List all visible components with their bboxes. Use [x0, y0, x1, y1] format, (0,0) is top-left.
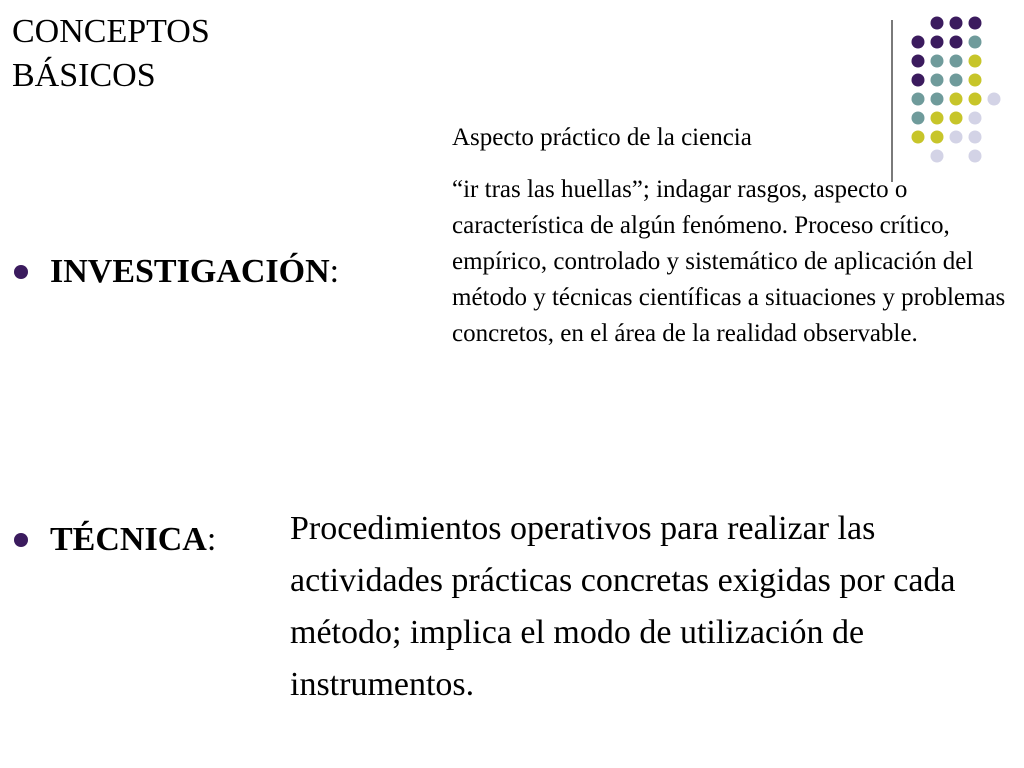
term-investigacion-colon: :	[329, 253, 340, 290]
decorative-dot	[950, 131, 963, 144]
bullet-investigacion	[14, 250, 339, 294]
decorative-dot	[912, 36, 925, 49]
decorative-dot	[969, 93, 982, 106]
decorative-dot	[969, 17, 982, 30]
decorative-dot	[931, 36, 944, 49]
decorative-dot	[931, 17, 944, 30]
decorative-dot	[969, 74, 982, 87]
investigacion-definition: “ir tras las huellas”; indagar rasgos, aspecto o característica de algún fenómeno. Proceso crítico, empírico, controlado y sistemático de aplicación del método y técnicas científicas a situaciones y problemas concretos, en el área de la realidad observable.	[452, 176, 1006, 347]
decorative-dot	[969, 55, 982, 68]
decorative-dot	[950, 36, 963, 49]
decorative-dot	[931, 131, 944, 144]
decorative-dot	[950, 93, 963, 106]
term-tecnica: TÉCNICA	[50, 521, 207, 558]
bullet-dot-icon	[14, 265, 28, 279]
decorative-dot	[912, 112, 925, 125]
bullet-tecnica	[14, 518, 216, 562]
decorative-dot	[912, 93, 925, 106]
decorative-dot	[969, 150, 982, 163]
decorative-dot	[950, 112, 963, 125]
decorative-dot-grid	[0, 0, 1024, 200]
decorative-dot	[912, 74, 925, 87]
decorative-dot	[969, 36, 982, 49]
investigacion-subtitle: Aspecto práctico de la ciencia	[452, 124, 752, 151]
slide-title-line-2: BÁSICOS	[12, 57, 156, 94]
decorative-dot	[950, 17, 963, 30]
slide-title-line-1: CONCEPTOS	[12, 13, 210, 50]
term-tecnica-colon: :	[206, 521, 217, 558]
decorative-dot	[969, 112, 982, 125]
decorative-dot	[912, 55, 925, 68]
decorative-dot	[931, 112, 944, 125]
decorative-dot	[988, 93, 1001, 106]
decorative-dot	[931, 55, 944, 68]
decorative-dot	[931, 74, 944, 87]
decorative-dot	[912, 131, 925, 144]
decorative-dot	[950, 74, 963, 87]
decorative-dot	[950, 55, 963, 68]
tecnica-definition: Procedimientos operativos para realizar las actividades prácticas concretas exigidas por cada método; implica el modo de utilización de instrumentos.	[290, 510, 956, 703]
decorative-dot	[931, 150, 944, 163]
decorative-dot	[931, 93, 944, 106]
term-investigacion: INVESTIGACIÓN	[50, 253, 330, 290]
bullet-dot-icon	[14, 533, 28, 547]
decorative-dot	[969, 131, 982, 144]
